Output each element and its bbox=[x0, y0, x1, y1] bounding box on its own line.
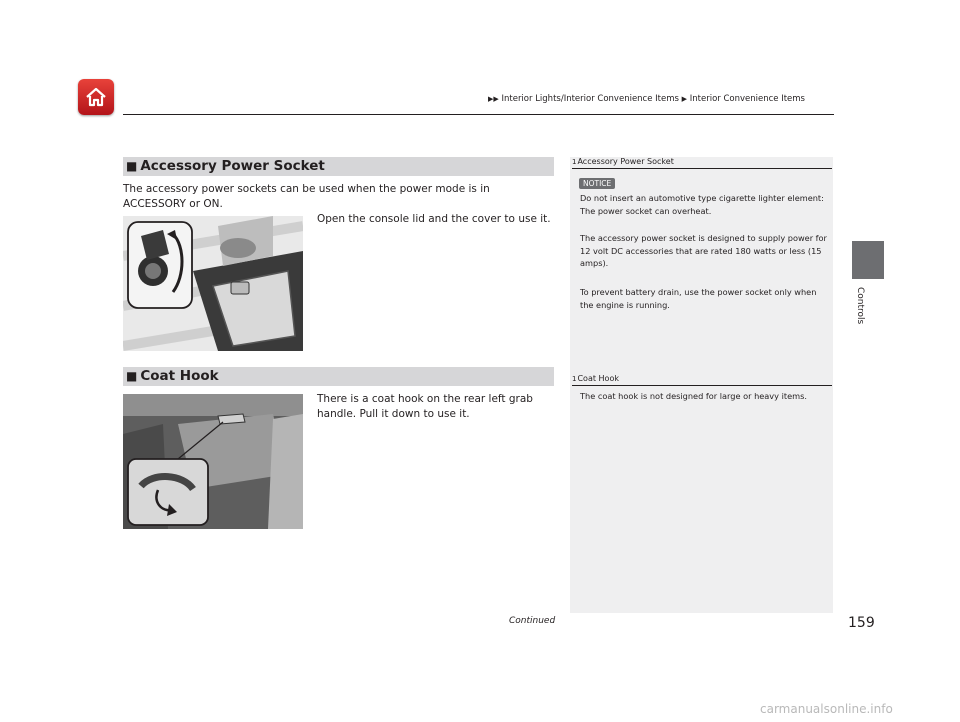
note-ref-icon: 1 bbox=[572, 375, 577, 383]
breadcrumb-link-2[interactable]: Interior Convenience Items bbox=[689, 94, 805, 104]
notice-text: Do not insert an automotive type cigarette lighter element: The power socket can overheat. bbox=[580, 193, 824, 216]
chapter-tab-marker[interactable] bbox=[852, 241, 884, 279]
page-number: 159 bbox=[848, 615, 875, 631]
header-divider bbox=[123, 114, 834, 115]
coat-hook-instruction: There is a coat hook on the rear left grab handle. Pull it down to use it. bbox=[317, 393, 533, 420]
breadcrumb-arrow-icon: ▶▶ bbox=[488, 95, 499, 103]
section-heading-power-socket bbox=[123, 157, 554, 176]
power-socket-note-para-2: To prevent battery drain, use the power socket only when the engine is running. bbox=[580, 287, 817, 310]
home-icon bbox=[84, 85, 108, 109]
watermark: carmanualsonline.info bbox=[760, 702, 893, 716]
power-socket-note-para-1: The accessory power socket is designed to supply power for 12 volt DC accessories that are rated 180 watts or less (15 amps). bbox=[580, 233, 827, 268]
note-title-power-socket: 1Accessory Power Socket bbox=[572, 157, 832, 169]
power-socket-illustration bbox=[123, 216, 303, 351]
section-heading-coat-hook bbox=[123, 367, 554, 386]
home-button[interactable] bbox=[78, 79, 114, 115]
section-square-icon: ■ bbox=[126, 369, 138, 383]
breadcrumb bbox=[488, 94, 834, 104]
note-ref-icon: 1 bbox=[572, 158, 577, 166]
power-socket-instruction: Open the console lid and the cover to use it. bbox=[317, 213, 551, 225]
note-title-coat-hook: 1Coat Hook bbox=[572, 374, 832, 386]
breadcrumb-arrow-icon: ▶ bbox=[681, 95, 688, 103]
notice-badge: NOTICE bbox=[579, 178, 615, 189]
breadcrumb-link-1[interactable]: Interior Lights/Interior Convenience Items bbox=[501, 94, 679, 104]
coat-hook-note-text: The coat hook is not designed for large or heavy items. bbox=[580, 391, 807, 401]
section-title: Coat Hook bbox=[140, 368, 219, 384]
chapter-tab-label[interactable]: Controls bbox=[855, 287, 865, 325]
power-socket-intro: The accessory power sockets can be used when the power mode is in ACCESSORY or ON. bbox=[123, 183, 490, 210]
section-square-icon: ■ bbox=[126, 159, 138, 173]
continued-label: Continued bbox=[509, 616, 556, 626]
coat-hook-illustration bbox=[123, 394, 303, 529]
section-title: Accessory Power Socket bbox=[140, 158, 325, 174]
